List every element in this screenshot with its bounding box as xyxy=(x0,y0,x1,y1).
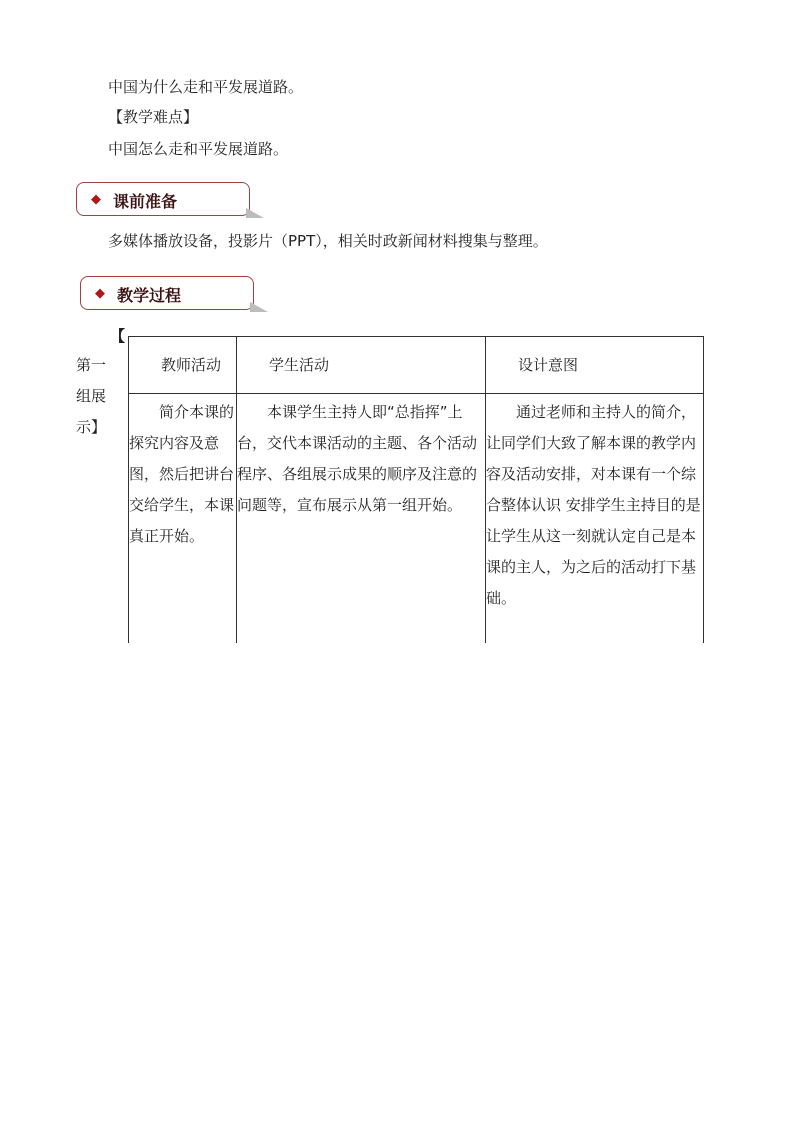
section-shadow xyxy=(250,302,268,312)
cell-teacher-activity: 简介本课的探究内容及意图，然后把讲台交给学生，本课真正开始。 xyxy=(129,394,237,644)
prep-section-header xyxy=(76,182,250,216)
intro-line-2: 中国怎么走和平发展道路。 xyxy=(108,140,289,158)
header-teacher-activity: 教师活动 xyxy=(129,337,237,394)
diamond-icon: ◆ xyxy=(95,286,105,301)
header-student-activity: 学生活动 xyxy=(237,337,486,394)
difficulty-heading: 【教学难点】 xyxy=(108,108,199,126)
table-row xyxy=(129,394,704,644)
process-section-header xyxy=(80,276,254,310)
intro-line-1: 中国为什么走和平发展道路。 xyxy=(108,78,304,96)
prep-body: 多媒体播放设备，投影片（PPT），相关时政新闻材料搜集与整理。 xyxy=(108,232,548,250)
side-label-line-3: 示】 xyxy=(76,418,107,436)
side-bracket-open: 【 xyxy=(110,327,126,345)
cell-design-intent: 通过老师和主持人的简介，让同学们大致了解本课的教学内容及活动安排，对本课有一个综合整体认识 安排学生主持目的是让学生从这一刻就认定自己是本课的主人，为之后的活动打下基础。 xyxy=(486,394,704,644)
section-shadow xyxy=(246,208,264,218)
process-section-title: 教学过程 xyxy=(117,286,182,305)
process-table xyxy=(128,336,704,643)
cell-student-activity: 本课学生主持人即“总指挥”上台，交代本课活动的主题、各个活动程序、各组展示成果的顺序及注意的问题等，宣布展示从第一组开始。 xyxy=(237,394,486,644)
header-design-intent: 设计意图 xyxy=(486,337,704,394)
diamond-icon: ◆ xyxy=(91,192,101,207)
table-header-row xyxy=(129,337,704,394)
side-label-line-1: 第一 xyxy=(76,356,107,374)
side-label-line-2: 组展 xyxy=(76,387,107,405)
prep-section-title: 课前准备 xyxy=(113,192,178,211)
